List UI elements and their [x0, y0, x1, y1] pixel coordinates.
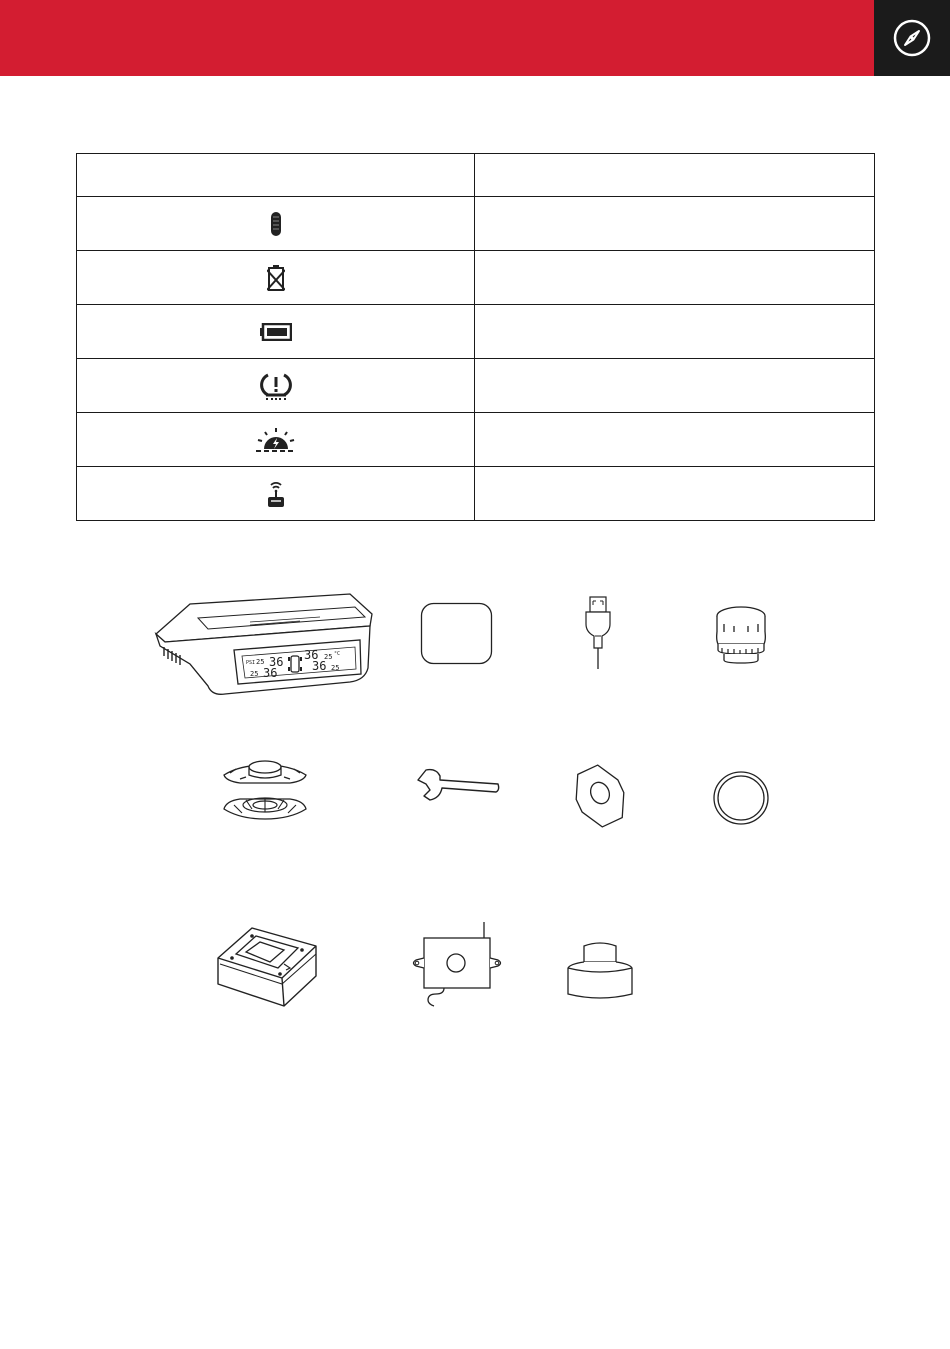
header-cell-icon: [77, 154, 475, 197]
anti-slip-mounts-illustration: [220, 757, 310, 827]
lcd-unit: PSI: [246, 660, 256, 666]
tire-icon: [269, 211, 283, 237]
lcd-rr-pressure: 36: [312, 659, 327, 673]
lcd-fl-pressure: 36: [269, 655, 284, 669]
table-row: [77, 197, 875, 251]
table-header-row: [77, 154, 875, 197]
external-sensor-illustration: [706, 604, 776, 668]
table-row: [77, 251, 875, 305]
battery-crossed-icon: [267, 264, 285, 292]
adhesive-pad-illustration: [420, 602, 494, 666]
antenna-module-illustration: [408, 920, 508, 1010]
lcd-fr-temp: 25: [324, 653, 333, 661]
battery-low-icon: [260, 323, 292, 341]
lcd-rr-temp: 25: [331, 664, 340, 672]
indicator-table: [76, 153, 875, 521]
compass-icon: [892, 18, 932, 58]
lcd-temp-unit: °C: [334, 651, 341, 657]
monitor-display-illustration: [150, 584, 380, 699]
header-cell-description: [475, 154, 875, 197]
solar-charging-icon: [256, 427, 296, 453]
rubber-ring-illustration: [712, 770, 770, 826]
valve-cap-illustration: [564, 940, 636, 1004]
table-row: [77, 305, 875, 359]
sensor-wrench-illustration: [414, 766, 500, 806]
lcd-rl-temp: 25: [250, 670, 259, 678]
tpms-warning-icon: [260, 371, 292, 401]
hex-nut-illustration: [575, 763, 625, 829]
repeater-signal-icon: [267, 479, 285, 509]
header-red-bar: [0, 0, 874, 76]
table-row: [77, 413, 875, 467]
table-row: [77, 467, 875, 521]
lcd-fr-pressure: 36: [304, 648, 319, 662]
repeater-box-illustration: [212, 920, 322, 1010]
usb-cable-illustration: [582, 596, 614, 670]
lcd-fl-temp: 25: [256, 658, 265, 666]
table-row: [77, 359, 875, 413]
lcd-rl-pressure: 36: [263, 666, 278, 680]
corner-badge[interactable]: [874, 0, 950, 76]
